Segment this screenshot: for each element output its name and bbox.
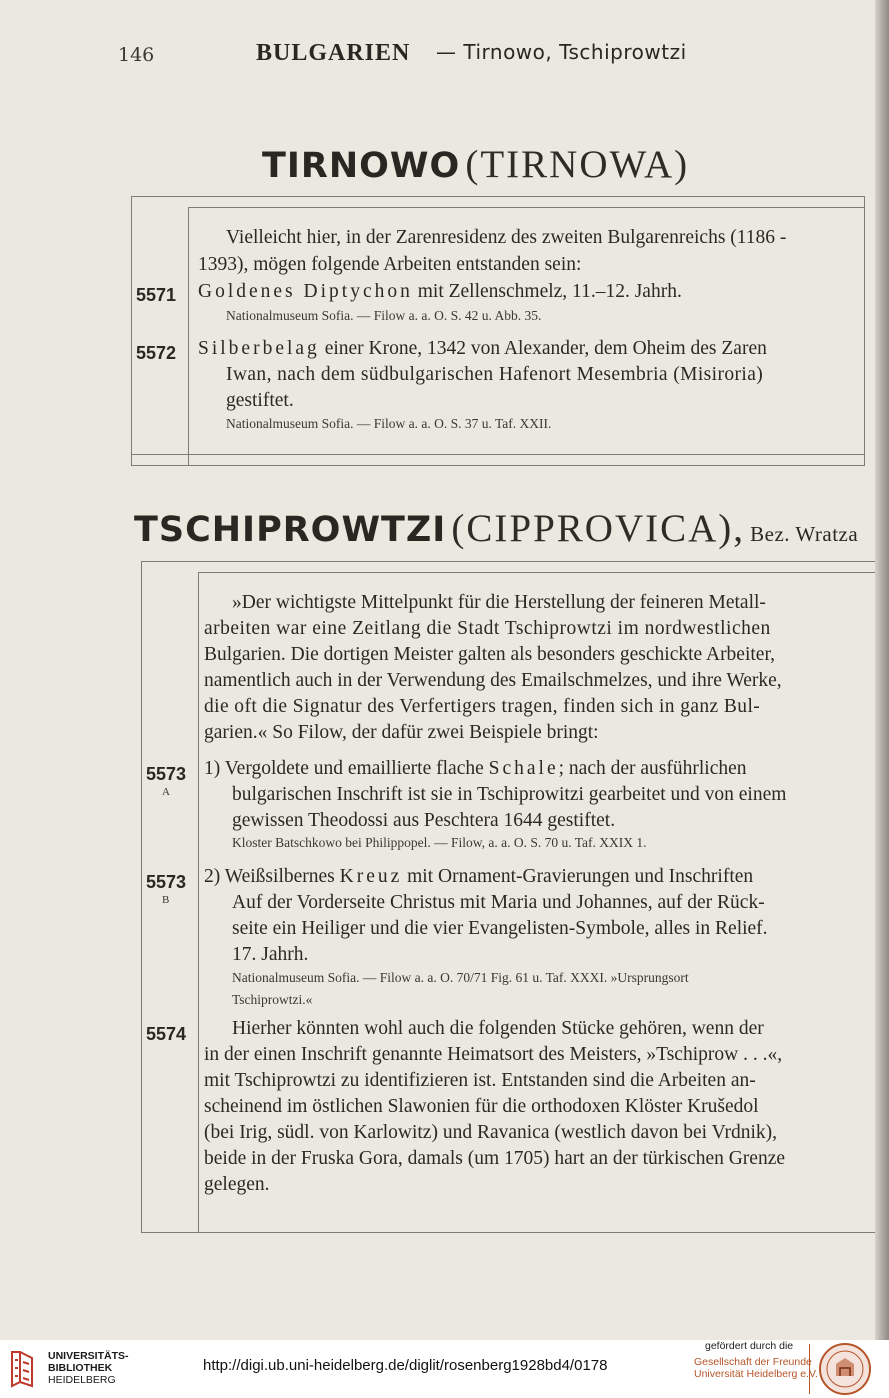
entry-lead: Schale — [488, 758, 559, 779]
catalog-number: 5574 — [146, 1024, 187, 1044]
entry-lead-rest: mit Zellenschmelz, 11.–12. Jahrh. — [412, 281, 682, 302]
catalog-number: 5572 — [136, 343, 177, 363]
funded-by-label: gefördert durch die — [705, 1340, 794, 1352]
footer-divider — [809, 1344, 810, 1394]
library-name-line: BIBLIOTHEK — [48, 1362, 113, 1374]
section-title-main: TIRNOWO — [262, 146, 461, 186]
library-logo-icon — [8, 1348, 38, 1390]
entry-source: Nationalmuseum Sofia. — Filow a. a. O. 70/71 Fig. 61 u. Taf. XXXI. »Ursprungsort — [232, 970, 689, 985]
entry-text-line: Auf der Vorderseite Christus mit Maria und Johannes, auf der Rück- — [232, 892, 765, 913]
university-seal-icon — [818, 1342, 872, 1396]
entry-text-line: in der einen Inschrift genannte Heimatsort des Meisters, »Tschiprow . . .«, — [204, 1044, 783, 1065]
entry-source: Kloster Batschkowo bei Philippopel. — Filow, a. a. O. S. 70 u. Taf. XXIX 1. — [232, 835, 647, 850]
society-name — [694, 1356, 818, 1380]
library-name-line: UNIVERSITÄTS- — [48, 1350, 129, 1362]
entry-text-line: beide in der Fruska Gora, damals (um 1705) hart an der türkischen Grenze — [204, 1148, 786, 1169]
section-title-district: Bez. Wratza — [750, 522, 859, 546]
library-name — [48, 1350, 129, 1386]
entry-first: 1) Vergoldete und emaillierte flache — [204, 758, 484, 779]
section-title-main: TSCHIPROWTZI — [134, 510, 447, 550]
frame-rule — [198, 572, 876, 573]
entry-source: Nationalmuseum Sofia. — Filow a. a. O. S. 37 u. Taf. XXII. — [226, 416, 552, 431]
frame-rule — [188, 207, 864, 208]
entry-lead: Goldenes Diptychon — [198, 281, 413, 302]
section-title-alt: (CIPPROVICA), — [451, 507, 746, 550]
page-number: 146 — [118, 44, 155, 66]
entry-text — [204, 758, 747, 780]
entry-text-line: scheinend im östlichen Slawonien für die orthodoxen Klöster Krušedol — [204, 1096, 759, 1117]
quote-line: garien.« So Filow, der dafür zwei Beispiele bringt: — [204, 722, 599, 743]
society-name-line: Gesellschaft der Freunde — [694, 1356, 812, 1368]
section-title-alt: (TIRNOWA) — [465, 143, 690, 186]
entry-text — [204, 866, 753, 888]
entry-text-line: Iwan, nach dem südbulgarischen Hafenort Mesembria (Misiroria) — [226, 364, 764, 385]
frame-rule — [188, 207, 189, 465]
entry-lead: Kreuz — [339, 866, 403, 887]
catalog-number: 5571 — [136, 285, 177, 305]
running-head-country: BULGARIEN — [256, 40, 411, 66]
running-head — [118, 38, 818, 74]
entry-text-line: Hierher könnten wohl auch die folgenden Stücke gehören, wenn der — [232, 1018, 764, 1039]
entry-lead-rest: einer Krone, 1342 von Alexander, dem Oheim des Zaren — [319, 338, 767, 359]
entry-source: Tschiprowtzi.« — [232, 992, 313, 1007]
catalog-number-suffix: B — [162, 894, 170, 906]
quote-line: die oft die Signatur des Verfertigers tragen, finden sich in ganz Bul- — [204, 696, 761, 717]
footer-bar — [0, 1340, 889, 1398]
entry-text-line: 17. Jahrh. — [232, 944, 309, 965]
entry-text-line: mit Tschiprowtzi zu identifizieren ist. Entstanden sind die Arbeiten an- — [204, 1070, 756, 1091]
page-edge — [875, 0, 889, 1340]
catalog-number: 5573 — [146, 872, 187, 892]
quote-line: arbeiten war eine Zeitlang die Stadt Tschiprowtzi im nordwestlichen — [204, 618, 771, 639]
permalink[interactable]: http://digi.ub.uni-heidelberg.de/diglit/rosenberg1928bd4/0178 — [203, 1357, 608, 1374]
entry-text — [198, 281, 682, 303]
catalog-number-suffix: A — [162, 786, 170, 798]
entry-text-line: bulgarischen Inschrift ist sie in Tschiprowitzi gearbeitet und von einem — [232, 784, 787, 805]
entry-text-line: seite ein Heiliger und die vier Evangelisten-Symbole, alles in Relief. — [232, 918, 768, 939]
quote-line: namentlich auch in der Verwendung des Emailschmelzes, und ihre Werke, — [204, 670, 782, 691]
catalog-number: 5573 — [146, 764, 187, 784]
entry-lead-rest: mit Ornament-Gravierungen und Inschriften — [402, 866, 754, 887]
intro-line: 1393), mögen folgende Arbeiten entstanden sein: — [198, 254, 582, 275]
entry-first: 2) Weißsilbernes — [204, 866, 335, 887]
frame-rule — [132, 454, 864, 455]
running-head-places: — Tirnowo, Tschiprowtzi — [436, 40, 687, 64]
quote-line: »Der wichtigste Mittelpunkt für die Herstellung der feineren Metall- — [232, 592, 766, 613]
entry-text-line: gestiftet. — [226, 390, 294, 411]
library-name-line: HEIDELBERG — [48, 1374, 116, 1386]
entry-text — [198, 338, 767, 360]
entry-text-line: gewissen Theodossi aus Peschtera 1644 gestiftet. — [232, 810, 616, 831]
entry-text-line: (bei Irig, südl. von Karlowitz) und Ravanica (westlich davon bei Vrdnik), — [204, 1122, 778, 1143]
entry-lead-rest: ; nach der ausführlichen — [558, 758, 747, 779]
entry-source: Nationalmuseum Sofia. — Filow a. a. O. S. 42 u. Abb. 35. — [226, 308, 542, 323]
intro-line: Vielleicht hier, in der Zarenresidenz des zweiten Bulgarenreichs (1186 - — [226, 227, 787, 248]
entry-lead: Silberbelag — [198, 338, 320, 359]
frame-rule — [198, 572, 199, 1232]
section-title-tschiprowtzi — [134, 506, 858, 551]
section-title-tirnowo — [262, 142, 689, 187]
society-name-line: Universität Heidelberg e.V. — [694, 1368, 818, 1380]
quote-line: Bulgarien. Die dortigen Meister galten als besonders geschickte Arbeiter, — [204, 644, 776, 665]
entry-text-line: gelegen. — [204, 1174, 270, 1195]
